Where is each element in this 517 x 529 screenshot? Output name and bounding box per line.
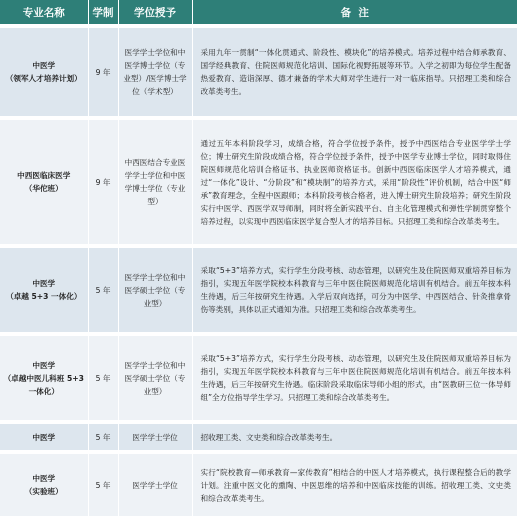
header-major: 专业名称 (0, 0, 88, 26)
header-row (0, 0, 517, 26)
table-row (0, 422, 517, 452)
major-name-cell (0, 246, 88, 334)
major-name: 中医学 (32, 279, 56, 288)
major-name: 中医学 (32, 432, 56, 442)
years-cell: 5 年 (88, 334, 118, 422)
notes-cell: 通过五年本科阶段学习，成绩合格，符合学位授予条件，授予中西医结合专业医学学士学位；博士研究生阶段成绩合格，符合学位授予条件，授予中医学专业博士学位，同时取得住院医师规范化培训合格证书、执业医师资格证书。创新中西医临床医学人才培养模式，通过“一体化”设计、“分阶段”和“模块制”的培养方式，采用“阶段性”评价机制，结合中医“师承”教育理念，全程中医跟师；本科阶段考核合格者，进入博士研究生阶段培养；研究生阶段实行中医学、西医学双导师制，同时将全新实践平台、自主化管理模式和弹性学制贯穿整个培养过程，以实现中西医临床医学复合型人才的培养目标。只招理工类和综合改革类考生。 (192, 118, 517, 246)
header-notes: 备 注 (192, 0, 517, 26)
table-row (0, 118, 517, 246)
major-name: 中医学 (32, 474, 56, 483)
table-row (0, 334, 517, 422)
major-name: 中西医临床医学 (17, 171, 71, 180)
notes-cell: 采取“5+3”培养方式，实行学生分段考核、动态管理，以研究生及住院医师双重培养目标为指引，实现五年医学院校本科教育与三年中医住院医师规范化培训有机结合。前五年按本科生待遇，后三年按研究生待遇。临床阶段采取临床导师小组的形式，由“医教研三位一体导师组”全方位指导学生学习。只招理工类和综合改革类考生。 (192, 334, 517, 422)
degree-cell: 医学学士学位 (118, 452, 192, 516)
years-cell: 5 年 (88, 422, 118, 452)
years-cell: 9 年 (88, 26, 118, 118)
notes-cell: 招收理工类、文史类和综合改革类考生。 (192, 422, 517, 452)
header-years: 学制 (88, 0, 118, 26)
years-cell: 5 年 (88, 246, 118, 334)
degree-cell: 中西医结合专业医学学士学位和中医学博士学位（专业型） (118, 118, 192, 246)
table-row (0, 452, 517, 516)
table-row (0, 26, 517, 118)
major-name-cell (0, 422, 88, 452)
table-row (0, 246, 517, 334)
degree-cell: 医学学士学位和中医学硕士学位（专业型） (118, 246, 192, 334)
notes-cell: 采取“5+3”培养方式，实行学生分段考核、动态管理，以研究生及住院医师双重培养目标为指引，实现五年医学院校本科教育与三年中医住院医师规范化培训有机结合。前五年按本科生待遇，后三年按研究生待遇。入学后双向选择，可分为中医学、中西医结合、针灸推拿骨伤等类别，具体以正式通知为准。只招理工类和综合改革类考生。 (192, 246, 517, 334)
degree-cell: 医学学士学位 (118, 422, 192, 452)
notes-cell: 采用九年一贯制“一体化贯通式、阶段性、模块化”的培养模式。培养过程中结合师承教育、国学经典教育、住院医师规范化培训、国际化视野拓展等环节。入学之初即为每位学生配备热爱教育、造诣深厚、德才兼备的学术大师对学生进行一对一临床指导。只招理工类和综合改革类考生。 (192, 26, 517, 118)
major-name: 中医学 (32, 61, 56, 70)
major-name-cell (0, 118, 88, 246)
notes-cell: 实行“院校教育—师承教育—家传教育”相结合的中医人才培养模式，执行课程整合后的教学计划。注重中医文化的熏陶、中医思维的培养和中医临床技能的训练。招收理工类、文史类和综合改革类考生。 (192, 452, 517, 516)
years-cell: 9 年 (88, 118, 118, 246)
major-name-cell (0, 452, 88, 516)
years-cell: 5 年 (88, 452, 118, 516)
degree-cell: 医学学士学位和中医学硕士学位（专业型） (118, 334, 192, 422)
major-name-cell (0, 26, 88, 118)
major-subtitle: （实验班） (24, 487, 63, 496)
major-subtitle: （领军人才培养计划） (5, 74, 82, 83)
degree-cell: 医学学士学位和中医学博士学位（专业型）/医学博士学位（学术型） (118, 26, 192, 118)
major-name: 中医学 (32, 360, 56, 370)
major-subtitle: （卓越 5+3 一体化） (6, 292, 82, 301)
header-degree: 学位授予 (118, 0, 192, 26)
major-subtitle: （华佗班） (24, 184, 63, 193)
major-name-cell (0, 334, 88, 422)
major-subtitle: （卓越中医儿科班 5+3 一体化） (3, 373, 84, 396)
